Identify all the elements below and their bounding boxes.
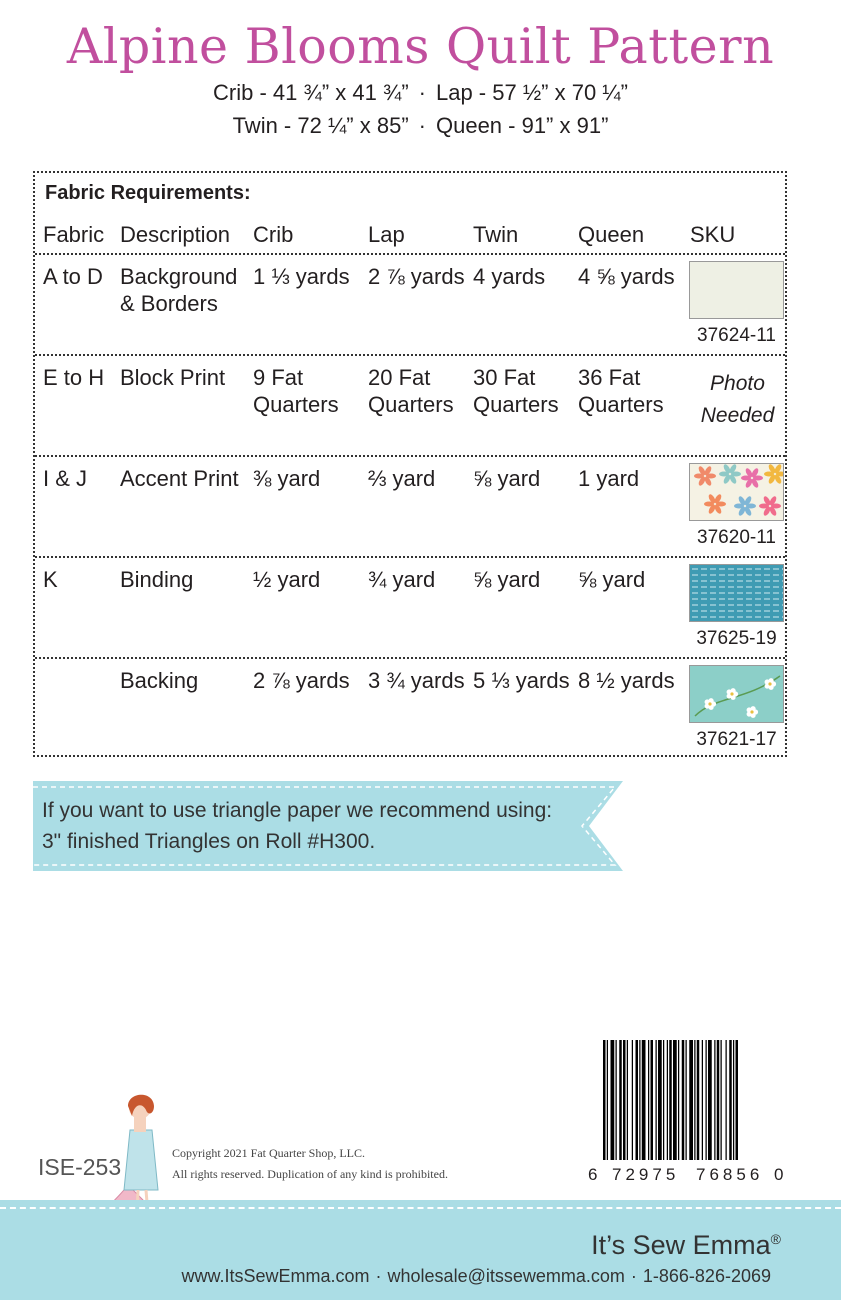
cell-lap-line: ¾ yard	[368, 567, 436, 592]
barcode-bar	[736, 1040, 739, 1160]
cell-twin-line: ⅝ yard	[473, 567, 541, 592]
cell-fabric: A to D	[43, 264, 103, 289]
cell-lap-line: 20 Fat	[368, 365, 431, 390]
cell-description-line: Accent Print	[120, 466, 239, 491]
banner-line-2: 3" finished Triangles on Roll #H300.	[42, 830, 376, 853]
cell-description	[120, 667, 198, 694]
cell-description	[120, 263, 237, 317]
cell-crib	[253, 566, 320, 593]
column-header-lap: Lap	[368, 222, 405, 247]
size-queen: Queen - 91” x 91”	[435, 113, 609, 138]
barcode-bar	[714, 1040, 715, 1160]
barcode-bar	[689, 1040, 693, 1160]
barcode-bar	[702, 1040, 703, 1160]
cell-queen-line: 1 yard	[578, 466, 640, 491]
contact-separator: ·	[630, 1266, 637, 1286]
cell-fabric: K	[43, 567, 58, 592]
barcode-bar	[733, 1040, 734, 1160]
cell-lap	[368, 465, 435, 492]
barcode-bar	[623, 1040, 626, 1160]
pattern-code: ISE-253	[38, 1154, 122, 1180]
barcode-bar	[632, 1040, 633, 1160]
barcode-bar	[642, 1040, 646, 1160]
cell-crib	[253, 263, 350, 290]
cell-queen-line: ⅝ yard	[578, 567, 646, 592]
cell-twin	[473, 364, 559, 418]
barcode-bar	[603, 1040, 606, 1160]
cell-lap	[368, 667, 465, 694]
cell-twin	[473, 263, 545, 290]
cell-queen	[578, 566, 645, 593]
cell-fabric: E to H	[43, 365, 105, 390]
cell-description	[120, 566, 193, 593]
column-header-fabric: Fabric	[43, 222, 105, 247]
cell-queen	[578, 667, 675, 694]
barcode-bar	[717, 1040, 720, 1160]
size-twin: Twin - 72 ¼” x 85”	[232, 113, 409, 138]
cell-twin-line: 5 ⅓ yards	[473, 668, 570, 693]
barcode-bar	[648, 1040, 649, 1160]
cell-lap	[368, 364, 454, 418]
barcode-right-group: 76856	[696, 1165, 764, 1184]
barcode-bar	[619, 1040, 622, 1160]
column-header-queen: Queen	[578, 222, 645, 247]
banner-line-1: If you want to use triangle paper we recommend using:	[42, 799, 553, 822]
cell-crib-line: 9 Fat	[253, 365, 304, 390]
barcode-bar	[678, 1040, 679, 1160]
cell-queen	[578, 465, 639, 492]
barcode-bar	[611, 1040, 615, 1160]
barcode-bar	[607, 1040, 608, 1160]
barcode-bar	[639, 1040, 640, 1160]
phone-number: 1-866-826-2069	[642, 1266, 771, 1286]
cell-crib-line: 1 ⅓ yards	[253, 264, 350, 289]
footer-dashed-line	[0, 1207, 841, 1209]
barcode-bar	[636, 1040, 639, 1160]
cell-twin	[473, 566, 540, 593]
cell-crib	[253, 364, 339, 418]
barcode-bar	[729, 1040, 732, 1160]
banner-text	[42, 795, 552, 857]
column-header-crib: Crib	[253, 222, 294, 247]
barcode-bar	[651, 1040, 654, 1160]
cell-lap-line: ⅔ yard	[368, 466, 436, 491]
barcode-bar	[706, 1040, 707, 1160]
row-divider	[35, 556, 785, 558]
brand-name	[591, 1230, 781, 1261]
cell-crib-line: ½ yard	[253, 567, 321, 592]
cell-description-line: Block Print	[120, 365, 226, 390]
cell-description	[120, 465, 239, 492]
cell-crib-line: Quarters	[253, 392, 339, 417]
cell-queen	[578, 364, 664, 418]
cell-description-line: Backing	[120, 668, 199, 693]
sku-code: 37621-17	[696, 729, 777, 750]
barcode-bar	[726, 1040, 727, 1160]
cell-queen-line: 8 ½ yards	[578, 668, 675, 693]
row-divider	[35, 253, 785, 255]
barcode-bar	[656, 1040, 657, 1160]
barcode-bar	[721, 1040, 722, 1160]
fabric-swatch-floral-aqua	[689, 665, 784, 723]
barcode-bar	[694, 1040, 695, 1160]
cell-twin-line: 4 yards	[473, 264, 546, 289]
cell-crib	[253, 465, 320, 492]
row-divider	[35, 657, 785, 659]
cell-twin	[473, 465, 540, 492]
barcode	[603, 1040, 781, 1160]
contact-separator: ·	[375, 1266, 382, 1286]
fabric-swatch-solid-cream	[689, 261, 784, 319]
cell-lap-line: 3 ¾ yards	[368, 668, 465, 693]
cell-lap	[368, 263, 465, 290]
contact-line	[181, 1266, 771, 1287]
barcode-bar	[627, 1040, 628, 1160]
cell-twin-line: ⅝ yard	[473, 466, 541, 491]
barcode-bar	[663, 1040, 664, 1160]
cell-lap-line: 2 ⅞ yards	[368, 264, 465, 289]
barcode-left-group: 72975	[612, 1165, 680, 1184]
column-header-twin: Twin	[473, 222, 519, 247]
cell-lap-line: Quarters	[368, 392, 454, 417]
barcode-bar	[669, 1040, 672, 1160]
copyright-line-1: Copyright 2021 Fat Quarter Shop, LLC.	[172, 1146, 365, 1160]
registered-mark: ®	[770, 1231, 781, 1247]
barcode-bar	[682, 1040, 685, 1160]
website-link[interactable]: www.ItsSewEmma.com	[181, 1266, 370, 1286]
cell-twin-line: 30 Fat	[473, 365, 536, 390]
fabric-swatch-floral-cream	[689, 463, 784, 521]
column-header-sku: SKU	[690, 222, 736, 247]
cell-crib	[253, 667, 350, 694]
cell-description	[120, 364, 225, 391]
copyright-line-2: All rights reserved. Duplication of any kind is prohibited.	[172, 1167, 448, 1181]
cell-crib-line: 2 ⅞ yards	[253, 668, 350, 693]
barcode-bar	[686, 1040, 687, 1160]
size-separator: ·	[418, 113, 426, 138]
cell-queen	[578, 263, 675, 290]
sku-code: 37620-11	[697, 527, 776, 548]
sku-code: 37624-11	[697, 325, 776, 346]
size-crib: Crib - 41 ¾” x 41 ¾”	[213, 80, 409, 105]
cell-description-line: & Borders	[120, 291, 218, 316]
size-separator: ·	[418, 80, 426, 105]
barcode-bar	[708, 1040, 712, 1160]
barcode-bar	[667, 1040, 668, 1160]
cell-queen-line: 36 Fat	[578, 365, 641, 390]
cell-description-line: Binding	[120, 567, 194, 592]
sku-code: 37625-19	[696, 628, 777, 649]
barcode-digit-first: 6	[588, 1165, 598, 1184]
column-header-description: Description	[120, 222, 231, 247]
pattern-title: Alpine Blooms Quilt Pattern	[66, 18, 775, 75]
barcode-bar	[673, 1040, 677, 1160]
row-divider	[35, 354, 785, 356]
cell-twin	[473, 667, 570, 694]
photo-needed-line: Photo	[710, 372, 765, 395]
row-divider	[35, 455, 785, 457]
cell-fabric: I & J	[43, 466, 88, 491]
cell-crib-line: ⅜ yard	[253, 466, 321, 491]
photo-needed-line: Needed	[700, 404, 775, 427]
barcode-bar	[658, 1040, 662, 1160]
cell-queen-line: 4 ⅝ yards	[578, 264, 675, 289]
fabric-swatch-text-teal	[689, 564, 784, 622]
cell-description-line: Background	[120, 264, 238, 289]
photo-needed-note	[690, 368, 785, 432]
barcode-digit-last: 0	[774, 1165, 784, 1184]
size-line-2	[0, 113, 841, 139]
cell-twin-line: Quarters	[473, 392, 559, 417]
fabric-requirements-heading: Fabric Requirements:	[45, 182, 251, 204]
barcode-bar	[616, 1040, 617, 1160]
email-link[interactable]: wholesale@itssewemma.com	[387, 1266, 625, 1286]
size-lap: Lap - 57 ½” x 70 ¼”	[435, 80, 628, 105]
brand-text: It’s Sew Emma	[591, 1230, 771, 1260]
cell-queen-line: Quarters	[578, 392, 664, 417]
barcode-bar	[697, 1040, 700, 1160]
fabric-requirements-table	[33, 171, 787, 757]
cell-lap	[368, 566, 435, 593]
size-line-1	[0, 80, 841, 106]
